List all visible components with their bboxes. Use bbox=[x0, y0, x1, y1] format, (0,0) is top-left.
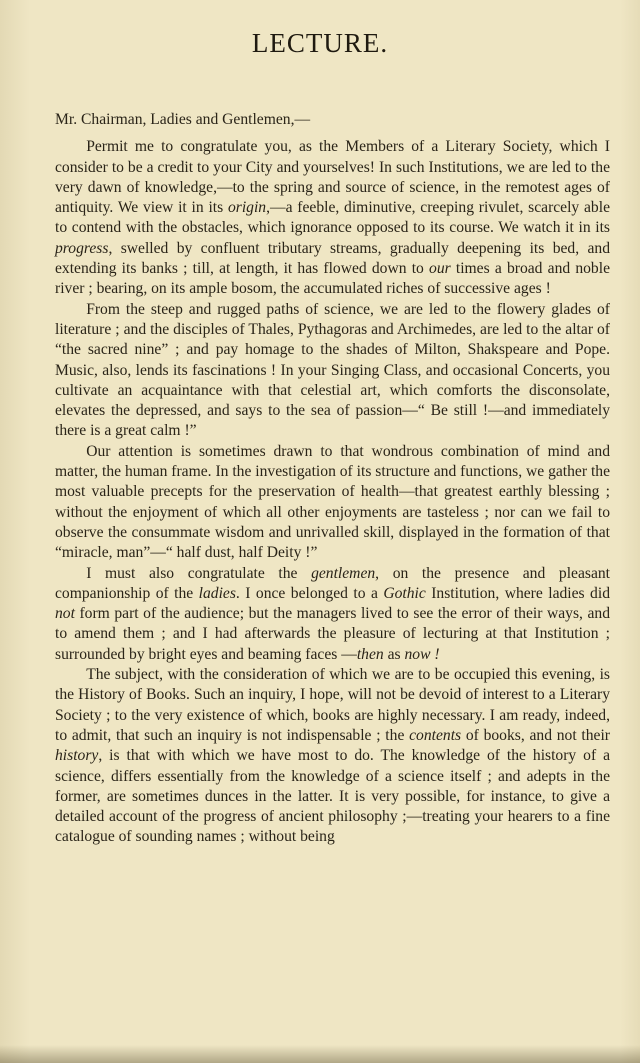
italic-text-run: ladies bbox=[198, 584, 236, 602]
text-run: times a broad and noble river ; bearing, on its ample bosom, the accumulated riches of successive ages ! bbox=[55, 260, 610, 298]
text-run: Permit me to congratulate you, as the Members of a Literary Society, which I consider to be a credit to your City and yourselves! In such Institutions, we are led to the very dawn of knowledge,—to the spring and source of science, in the remotest ages of antiquity. We view it in its bbox=[55, 138, 610, 217]
italic-text-run: Gothic bbox=[383, 584, 426, 602]
salutation: Mr. Chairman, Ladies and Gentlemen,— bbox=[55, 111, 311, 128]
italic-text-run: contents bbox=[409, 726, 462, 744]
italic-text-run: now ! bbox=[404, 645, 440, 663]
paragraph bbox=[55, 137, 610, 299]
paragraph bbox=[55, 300, 610, 442]
italic-text-run: history bbox=[55, 747, 99, 765]
text-run: of books, and not their bbox=[461, 726, 611, 744]
paragraph bbox=[55, 665, 610, 848]
text-run: I must also congratulate the bbox=[86, 564, 312, 582]
text-run: as bbox=[383, 645, 405, 663]
text-run: . I once belonged to a bbox=[235, 584, 384, 602]
italic-text-run: origin bbox=[227, 199, 267, 217]
text-run: , on the presence and pleasant companionship of the bbox=[55, 564, 610, 602]
paragraph bbox=[55, 442, 610, 564]
text-run: The subject, with the consideration of which we are to be occupied this evening, is the History of Books. Such an inquiry, I hope, will not be devoid of interest to a Literary Society ; to the very existence of which, books are highly necessary. I am ready, indeed, to admit, that such an inquiry is not indispensable ; the bbox=[55, 666, 610, 744]
italic-text-run: then bbox=[356, 645, 384, 663]
italic-text-run: gentlemen bbox=[311, 564, 376, 582]
italic-text-run: our bbox=[429, 260, 451, 278]
text-run: ,—a feeble, diminutive, creeping rivulet, scarcely able to contend with the obstacles, which ignorance opposed to its course. We watch it in its bbox=[55, 199, 610, 237]
italic-text-run: not bbox=[55, 605, 75, 623]
text-run: , swelled by confluent tributary streams, gradually deepening its bed, and extending its banks ; till, at length, it has flowed down to bbox=[55, 239, 610, 278]
paragraph bbox=[55, 564, 610, 665]
text-run: Institution, where ladies did bbox=[425, 584, 610, 602]
lecture-body bbox=[55, 110, 610, 848]
text-run: , is that with which we have most to do. The knowledge of the history of a science, differs essentially from the knowledge of a science itself ; and adepts in the former, are sometimes dunces in the latter. It is very possible, for instance, to give a detailed account of the progress of ancient philosophy ;—treating your hearers to a fine catalogue of sounding names ; without being bbox=[55, 747, 610, 846]
paragraph-list bbox=[55, 137, 610, 847]
page-heading: LECTURE. bbox=[251, 28, 389, 58]
italic-text-run: progress bbox=[55, 239, 109, 257]
text-run: From the steep and rugged paths of science, we are led to the flowery glades of literature ; and the disciples of Thales, Pythagoras and Archimedes, are led to the altar of “the sacred nine” ; and pay homage to the shades of Milton, Shakspeare and Pope. Music, also, lends its fascinations ! In your Singing Class, and occasional Concerts, you cultivate an acquaintance with that celestial art, which comforts the disconsolate, elevates the depressed, and says to the sea of passion—“ Be still !—and immediately there is a great calm !” bbox=[55, 300, 610, 440]
text-run: Our attention is sometimes drawn to that wondrous combination of mind and matter, the human frame. In the investigation of its structure and functions, we gather the most valuable precepts for the preservation of health—that greatest earthly blessing ; without the enjoyment of which all other enjoyments are tasteless ; nor can we fail to observe the consummate wisdom and unrivalled skill, displayed in the formation of that “miracle, man”—“ half dust, half Deity !” bbox=[55, 442, 610, 562]
page-bottom-edge bbox=[0, 1045, 640, 1063]
text-run: form part of the audience; but the managers lived to see the error of their ways, and to amend them ; and I had afterwards the pleasure of lecturing at that Institution ; surrounded by bright eyes and beaming faces — bbox=[55, 605, 610, 663]
